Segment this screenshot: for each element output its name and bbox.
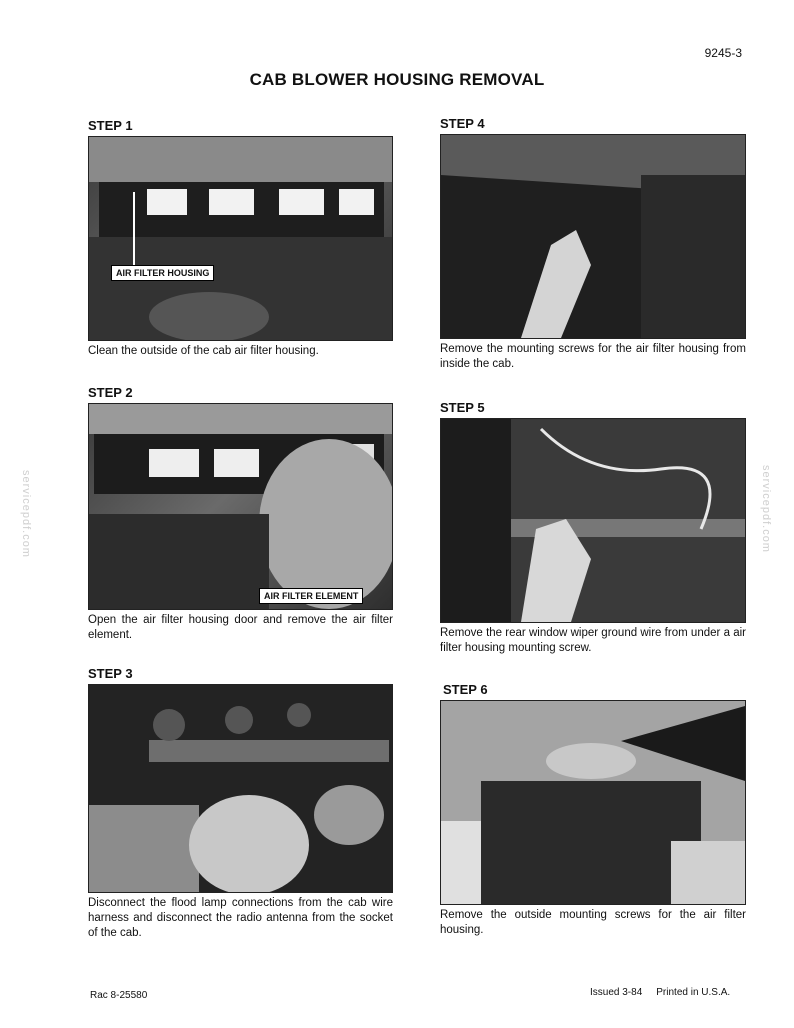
step-4-heading: STEP 4 (440, 116, 485, 131)
step-3 (88, 666, 393, 941)
step-3-caption: Disconnect the flood lamp connections from the cab wire harness and disconnect the radio antenna from the socket of the cab. (88, 897, 393, 939)
footer-printed: Printed in U.S.A. (656, 987, 731, 998)
step-6-photo (440, 700, 746, 905)
watermark-left: servicepdf.com (20, 470, 32, 558)
step-1 (88, 118, 393, 359)
step-4 (440, 116, 746, 372)
step-4-photo-graphic (441, 135, 745, 338)
step-1-heading: STEP 1 (88, 118, 133, 133)
step-1-caption: Clean the outside of the cab air filter housing. (88, 345, 319, 357)
watermark-right: servicepdf.com (760, 465, 772, 553)
step-2-photo (88, 403, 393, 610)
step-3-photo (88, 684, 393, 893)
step-2-heading: STEP 2 (88, 385, 133, 400)
step-6-photo-graphic (441, 701, 745, 904)
step-5-caption: Remove the rear window wiper ground wire from under a air filter housing mounting screw. (440, 627, 746, 654)
step-6-caption: Remove the outside mounting screws for the air filter housing. (440, 909, 746, 936)
step-2-callout: AIR FILTER ELEMENT (259, 588, 363, 604)
step-3-heading: STEP 3 (88, 666, 133, 681)
step-5-heading: STEP 5 (440, 400, 485, 415)
step-5-photo (440, 418, 746, 623)
step-3-photo-graphic (89, 685, 392, 892)
step-1-photo (88, 136, 393, 341)
page-number: 9245-3 (704, 46, 742, 60)
footer-issued: Issued 3-84 (590, 987, 643, 998)
step-1-callout: AIR FILTER HOUSING (111, 265, 214, 281)
footer-reference: Rac 8-25580 (90, 990, 148, 1001)
step-2-caption: Open the air filter housing door and remove the air filter element. (88, 614, 393, 641)
step-5-photo-graphic (441, 419, 745, 622)
step-5 (440, 400, 746, 656)
step-4-caption: Remove the mounting screws for the air filter housing from inside the cab. (440, 343, 746, 370)
step-6 (440, 682, 746, 938)
step-4-photo (440, 134, 746, 339)
footer-issue-info (590, 987, 744, 998)
step-2-photo-graphic (89, 404, 392, 609)
step-1-photo-graphic (89, 137, 392, 340)
page-title: CAB BLOWER HOUSING REMOVAL (249, 70, 545, 89)
step-6-heading: STEP 6 (443, 682, 488, 697)
step-2 (88, 385, 393, 643)
